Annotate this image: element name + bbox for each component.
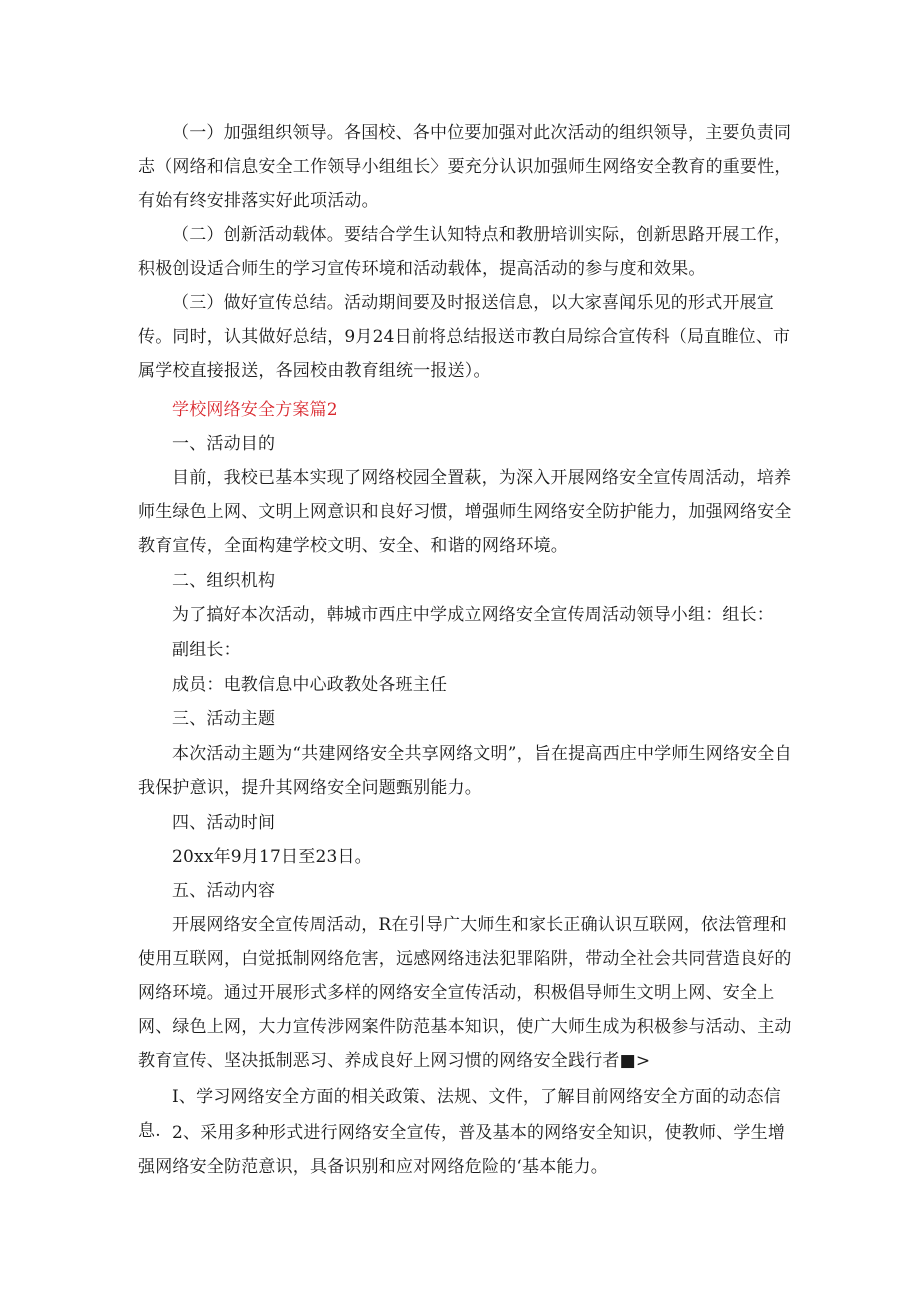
heading-activity-time: 四、活动时间 <box>172 813 276 833</box>
heading-activity-theme: 三、活动主题 <box>172 709 276 729</box>
paragraph-publicity-summary: （三）做好宣传总结。活动期间要及时报送信息，以大家喜闻乐见的形式开展宣传。同时，认其做好总结，9月24日前将总结报送市教白局综合宣传科（局直睢位、市属学校直接报送，各园校由教育组统一报送）。 <box>138 293 791 381</box>
paragraph-activity-purpose: 目前，我校已基本实现了网络校园全置萩，为深入开展网络安全宣传周活动，培养师生绿色上网、文明上网意识和良好习惯，增强师生网络安全防护能力，加强网络安全教育宣传，全面构建学校文明、安全、和谐的网络环境。 <box>138 468 792 556</box>
paragraph-activity-theme: 本次活动主题为“共建网络安全共享网络文明”，旨在提高西庄中学师生网络安全自我保护意识，提升其网络安全问题甄别能力。 <box>138 744 792 798</box>
heading-activity-content: 五、活动内容 <box>172 881 276 901</box>
content-item-1: I、学习网络安全方面的相关政策、法规、文件，了解目前网络安全方面的动态信息. <box>138 1087 781 1141</box>
organization-leader-line: 为了搞好本次活动，韩城市西庄中学成立网络安全宣传周活动领导小组：组长： <box>172 605 774 625</box>
paragraph-innovate-carrier: （二）创新活动载体。要结合学生认知特点和教册培训实际，创新思路开展工作，积极创设适合师生的学习宣传环境和活动载体，提高活动的参与度和效果。 <box>138 225 792 279</box>
heading-organization: 二、组织机构 <box>172 571 276 591</box>
activity-time-value: 20xx年9月17日至23日。 <box>172 847 372 867</box>
section-title-plan-2: 学校网络安全方案篇2 <box>172 400 338 420</box>
organization-members-line: 成员：电教信息中心政教处各班主任 <box>172 675 448 695</box>
organization-deputy-line: 副组长： <box>172 640 241 660</box>
paragraph-organize-leadership: （一）加强组织领导。各国校、各中位要加强对此次活动的组织领导，主要负责同志（网络和信息安全工作领导小组组长〉要充分认识加强师生网络安全教育的重要性，有始有终安排落实好此项活动。 <box>138 123 792 211</box>
content-item-2: 2、采用多种形式进行网络安全宣传，普及基本的网络安全知识，使教师、学生增强网络安全防范意识，具备识别和应对网络危险的‘基本能力。 <box>138 1123 786 1177</box>
paragraph-activity-content: 开展网络安全宣传周活动，R在引导广大师生和家长正确认识互联网，依法管理和使用互联网，白觉抵制网络危害，远感网络违法犯罪陷阱，带动全社会共同营造良好的网络环境。通过开展形式多样的网络安全宣传活动，积极倡导师生文明上网、安全上网、绿色上网，大力宣传涉网案件防范基本知识，使广大师生成为积极参与活动、主动教育宣传、坚决抵制恶习、养成良好上网习惯的网络安全践行者■> <box>138 915 792 1071</box>
heading-activity-purpose: 一、活动目的 <box>172 434 276 454</box>
